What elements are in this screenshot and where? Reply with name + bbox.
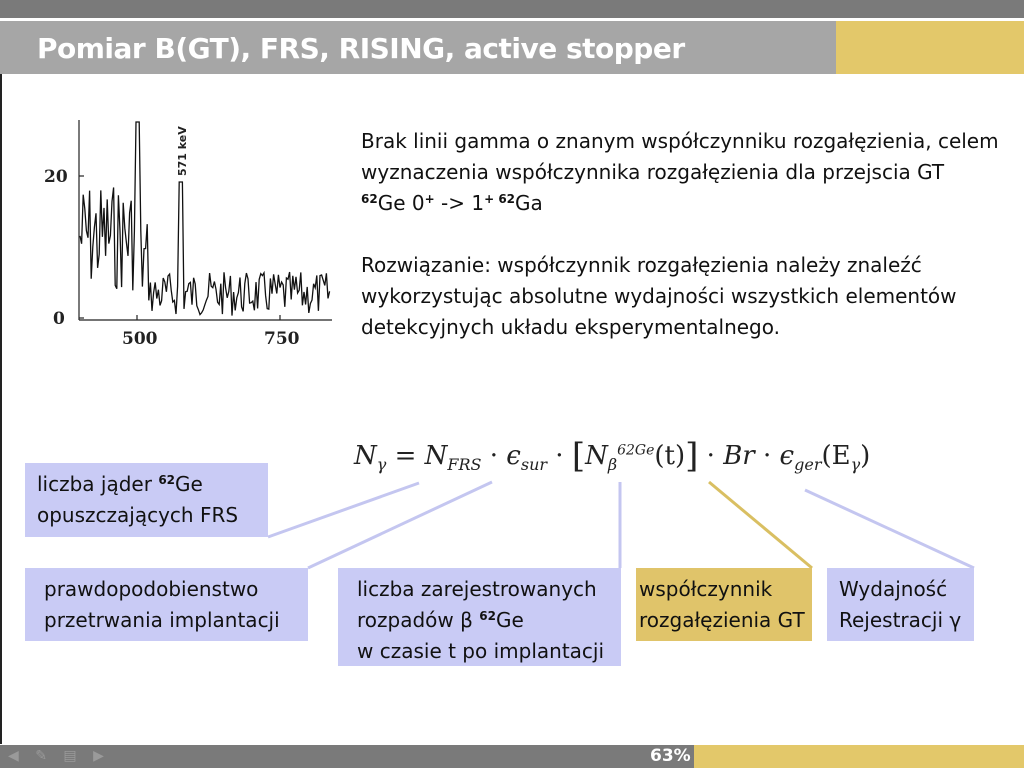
slide-title: Pomiar B(GT), FRS, RISING, active stopper: [37, 32, 685, 65]
y-tick-label: 20: [44, 167, 68, 187]
x-tick-label: 500: [122, 329, 158, 349]
label-box-survival: prawdopodobienstwo przetrwania implantacji: [25, 568, 308, 641]
label-box-frs: liczba jąder $^{62}$Ge opuszczających FRS: [25, 463, 268, 537]
x-tick-label: 750: [264, 329, 300, 349]
formula: $N_\gamma = N_{FRS} \cdot \epsilon_{sur} \cdot [N_\beta^{62Ge}(t)] \cdot Br \cdot \epsilon_{ger}(E_\gamma)$: [354, 436, 871, 476]
text-line: detekcyjnych układu eksperymentalnego.: [361, 315, 780, 339]
text-line: Rozwiązanie: współczynnik rozgałęzienia należy znaleźć: [361, 253, 922, 277]
slide-nav-icons[interactable]: ◀ ✎ ▤ ▶: [8, 748, 110, 764]
connector-branching: [709, 482, 812, 568]
footer-accent: [694, 745, 1024, 768]
transition-line: $^{62}$Ge 0+ -> 1+ $^{62}$Ga: [361, 191, 543, 215]
label-box-efficiency: Wydajność Rejestracji γ: [827, 568, 974, 641]
text-line: Brak linii gamma o znanym współczynniku rozgałęzienia, celem: [361, 129, 999, 153]
progress-percent: 63%: [650, 746, 691, 766]
connector-survival: [308, 482, 492, 568]
label-box-branching: współczynnik rozgałęzienia GT: [636, 568, 812, 641]
label-box-decays: liczba zarejestrowanych rozpadów β $^{62}$Ge w czasie t po implantacji: [338, 568, 621, 666]
connector-efficiency: [805, 490, 974, 568]
connector-frs: [268, 483, 419, 537]
text-line: wykorzystując absolutne wydajności wszystkich elementów: [361, 284, 957, 308]
text-line: wyznaczenia współczynnika rozgałęzienia dla przejscia GT: [361, 160, 945, 184]
y-tick-label: 0: [53, 309, 65, 329]
peak-label: 571 keV: [176, 126, 189, 176]
